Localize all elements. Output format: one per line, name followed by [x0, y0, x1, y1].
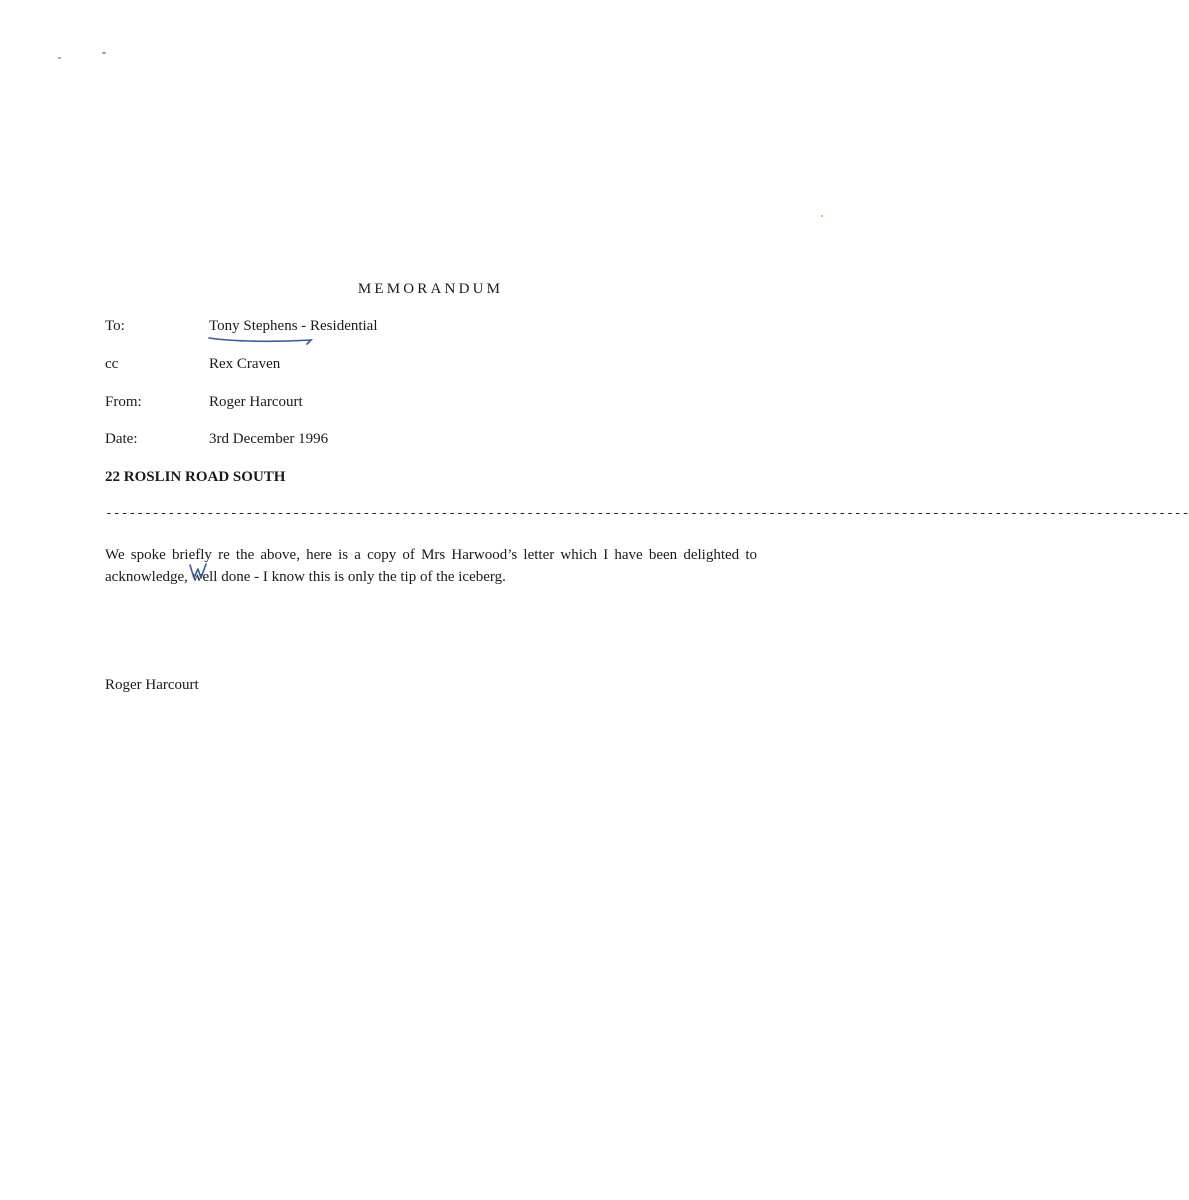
separator-line: -------------------------------------------------------------------------------------------------------------------------------------------: [105, 506, 1189, 521]
signature-name: Roger Harcourt: [105, 677, 199, 693]
to-value: Tony Stephens - Residential: [209, 318, 378, 334]
cc-label: cc: [105, 356, 119, 372]
pen-underline-mark: [207, 333, 317, 347]
date-value: 3rd December 1996: [209, 431, 329, 447]
memo-body: We spoke briefly re the above, here is a copy of Mrs Harwood’s letter which I have been delighted to acknowledge, well done - I know this is only the tip of the iceberg.: [105, 547, 757, 585]
scan-speck: [58, 57, 61, 59]
memo-subject: 22 ROSLIN ROAD SOUTH: [105, 469, 286, 485]
memo-title: MEMORANDUM: [357, 281, 504, 297]
cc-value: Rex Craven: [209, 356, 281, 372]
to-label: To:: [105, 318, 125, 334]
scan-speck: [821, 215, 823, 217]
from-value: Roger Harcourt: [209, 394, 303, 410]
from-label: From:: [105, 394, 142, 410]
scan-speck: [102, 52, 106, 54]
date-label: Date:: [105, 431, 138, 447]
